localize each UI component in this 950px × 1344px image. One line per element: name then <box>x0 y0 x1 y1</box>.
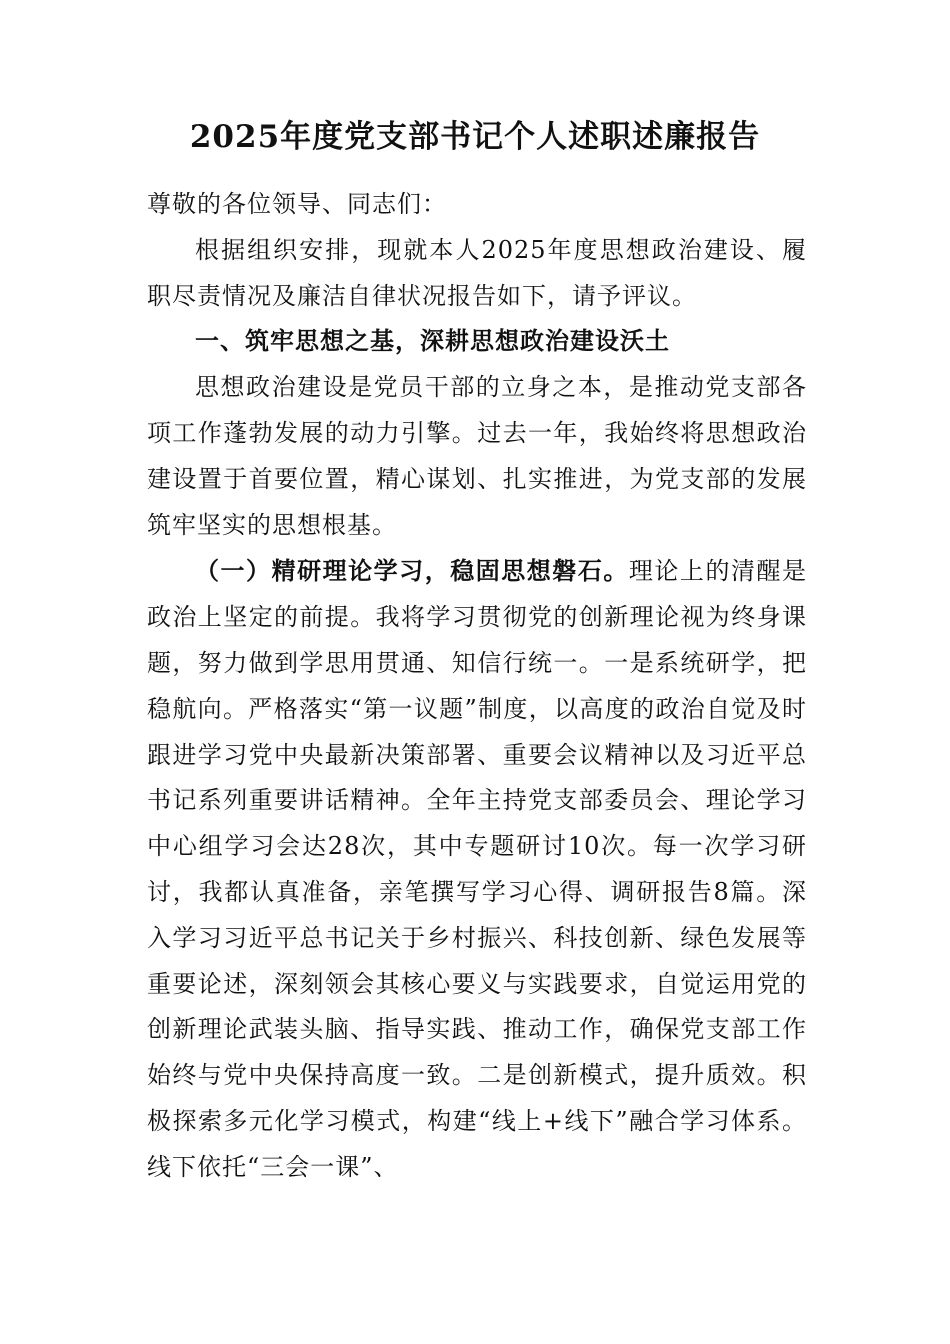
subsection-paragraph-1 <box>147 548 807 1190</box>
document-title: 2025年度党支部书记个人述职述廉报告 <box>189 119 761 155</box>
salutation: 尊敬的各位领导、同志们： <box>147 190 447 218</box>
intro-paragraph: 根据组织安排，现就本人2025年度思想政治建设、履职尽责情况及廉洁自律状况报告如下，请予评议。 <box>147 235 807 310</box>
subsection-body-1: 理论上的清醒是政治上坚定的前提。我将学习贯彻党的创新理论视为终身课题，努力做到学思用贯通、知信行统一。一是系统研学，把稳航向。严格落实“第一议题”制度，以高度的政治自觉及时跟进学习党中央最新决策部署、重要会议精神以及习近平总书记系列重要讲话精神。全年主持党支部委员会、理论学习中心组学习会达28次，其中专题研讨10次。每一次学习研讨，我都认真准备，亲笔撰写学习心得、调研报告8篇。深入学习习近平总书记关于乡村振兴、科技创新、绿色发展等重要论述，深刻领会其核心要义与实践要求，自觉运用党的创新理论武装头脑、指导实践、推动工作，确保党支部工作始终与党中央保持高度一致。二是创新模式，提升质效。积极探索多元化学习模式，构建“线上+线下”融合学习体系。线下依托“三会一课”、 <box>147 557 808 1181</box>
document-body <box>147 182 807 1191</box>
section-heading-1: 一、筑牢思想之基，深耕思想政治建设沃土 <box>195 327 670 356</box>
subsection-lead-1: （一）精研理论学习，稳固思想磐石。 <box>195 556 629 586</box>
section-paragraph-1: 思想政治建设是党员干部的立身之本，是推动党支部各项工作蓬勃发展的动力引擎。过去一年，我始终将思想政治建设置于首要位置，精心谋划、扎实推进，为党支部的发展筑牢坚实的思想根基。 <box>147 373 807 539</box>
